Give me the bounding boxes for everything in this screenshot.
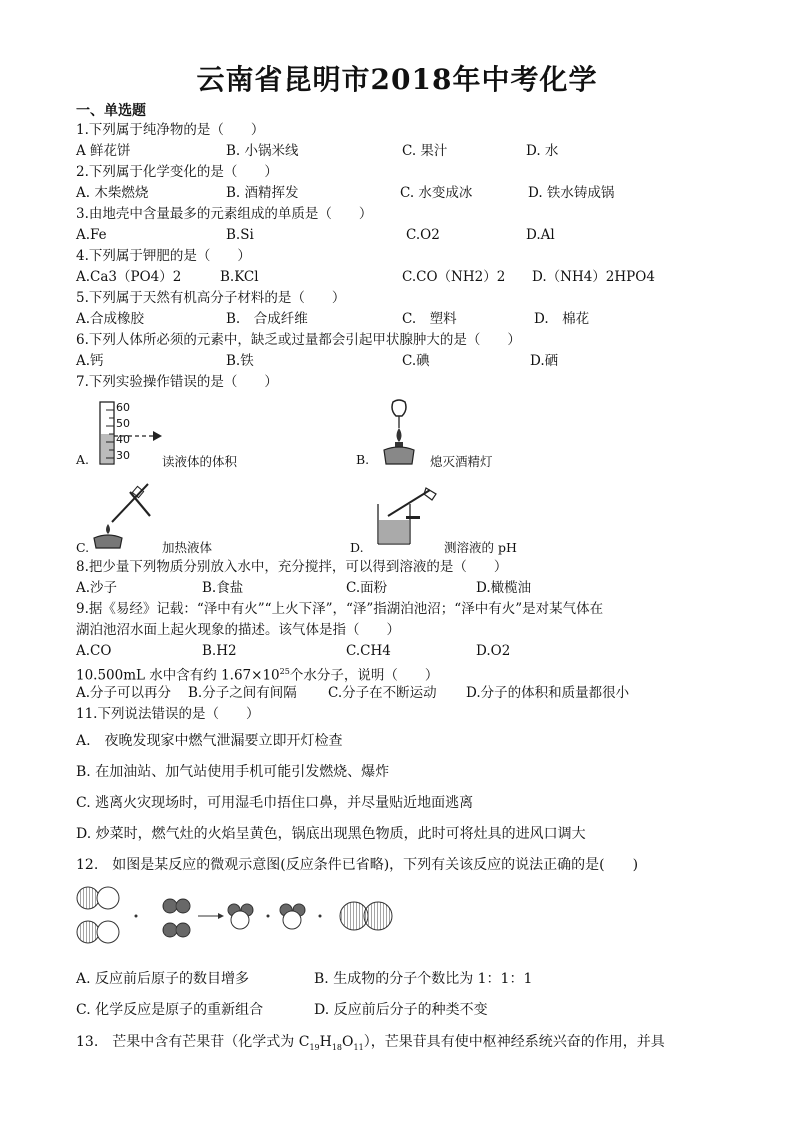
q1-option-d: D. 水 bbox=[526, 143, 559, 159]
question-4-stem: 4.下列属于钾肥的是（ ） bbox=[76, 248, 251, 264]
q5-option-d: D. 棉花 bbox=[534, 311, 590, 327]
cylinder-mark-50: 50 bbox=[116, 417, 130, 430]
section-heading: 一、单选题 bbox=[76, 103, 146, 119]
q6-option-d: D.硒 bbox=[530, 353, 559, 369]
figure-c-letter: C. bbox=[76, 540, 90, 555]
figure-a-caption: 读液体的体积 bbox=[162, 454, 238, 469]
figure-d-letter: D. bbox=[350, 540, 364, 555]
cylinder-mark-30: 30 bbox=[116, 449, 130, 462]
q1-option-c: C. 果汁 bbox=[402, 143, 448, 159]
question-1-stem: 1.下列属于纯净物的是（ ） bbox=[76, 122, 265, 138]
question-5-stem: 5.下列属于天然有机高分子材料的是（ ） bbox=[76, 290, 346, 306]
q13-sub-c: 19 bbox=[309, 1042, 320, 1052]
heating-liquid-figure bbox=[86, 480, 166, 550]
q2-option-c: C. 水变成冰 bbox=[400, 185, 473, 201]
q11-option-a: A. 夜晚发现家中燃气泄漏要立即开灯检查 bbox=[76, 733, 343, 749]
q10-stem-pre: 10.500mL 水中含有约 1.67×10 bbox=[76, 667, 280, 684]
q10-option-a: A.分子可以再分 bbox=[76, 685, 172, 701]
ph-test-figure bbox=[366, 486, 446, 548]
question-9-stem-line1: 9.据《易经》记载：“泽中有火”“上火下泽”，“泽”指湖泊池沼；“泽中有火”是对某气体在 bbox=[76, 601, 604, 617]
q12-option-c: C. 化学反应是原子的重新组合 bbox=[76, 1002, 264, 1018]
question-12-stem: 12. 如图是某反应的微观示意图(反应条件已省略)，下列有关该反应的说法正确的是( ) bbox=[76, 857, 639, 873]
q2-option-d: D. 铁水铸成锅 bbox=[528, 185, 615, 201]
figure-c-caption: 加热液体 bbox=[162, 540, 213, 555]
q10-option-c: C.分子在不断运动 bbox=[328, 685, 437, 701]
q8-option-a: A.沙子 bbox=[76, 580, 118, 596]
q1-option-b: B. 小锅米线 bbox=[226, 143, 299, 159]
q12-option-b: B. 生成物的分子个数比为 1：1：1 bbox=[314, 971, 533, 987]
q10-option-b: B.分子之间有间隔 bbox=[188, 685, 297, 701]
q12-option-a: A. 反应前后原子的数目增多 bbox=[76, 971, 250, 987]
question-2-stem: 2.下列属于化学变化的是（ ） bbox=[76, 164, 278, 180]
figure-a-letter: A. bbox=[76, 452, 90, 467]
cylinder-mark-60: 60 bbox=[116, 401, 130, 414]
q5-option-a: A.合成橡胶 bbox=[76, 311, 145, 327]
q6-option-b: B.铁 bbox=[226, 353, 254, 369]
page-title: 云南省昆明市2018年中考化学 bbox=[196, 63, 598, 96]
q8-option-d: D.橄榄油 bbox=[476, 580, 532, 596]
question-3-stem: 3.由地壳中含量最多的元素组成的单质是（ ） bbox=[76, 206, 373, 222]
q9-option-b: B.H2 bbox=[202, 643, 237, 659]
q9-option-a: A.CO bbox=[76, 643, 112, 659]
question-13-stem bbox=[76, 1033, 665, 1057]
q3-option-b: B.Si bbox=[226, 227, 254, 243]
question-8-stem: 8.把少量下列物质分别放入水中，充分搅拌，可以得到溶液的是（ ） bbox=[76, 559, 508, 575]
q8-option-b: B.食盐 bbox=[202, 580, 244, 596]
q9-option-c: C.CH4 bbox=[346, 643, 391, 659]
q10-exponent: 25 bbox=[279, 667, 290, 676]
q9-option-d: D.O2 bbox=[476, 643, 511, 659]
q6-option-a: A.钙 bbox=[76, 353, 104, 369]
q10-option-d: D.分子的体积和质量都很小 bbox=[466, 685, 630, 701]
cylinder-mark-40: 40 bbox=[116, 433, 130, 446]
q11-option-c: C. 逃离火灾现场时，可用湿毛巾捂住口鼻，并尽量贴近地面逃离 bbox=[76, 795, 474, 811]
q13-o: O bbox=[342, 1034, 354, 1050]
question-6-stem: 6.下列人体所必须的元素中，缺乏或过量都会引起甲状腺肿大的是（ ） bbox=[76, 332, 521, 348]
q11-option-b: B. 在加油站、加气站使用手机可能引发燃烧、爆炸 bbox=[76, 764, 390, 780]
q13-stem-post: ），芒果苷具有使中枢神经系统兴奋的作用，并具 bbox=[363, 1034, 665, 1050]
q11-option-d: D. 炒菜时，燃气灶的火焰呈黄色，锅底出现黑色物质，此时可将灶具的进风口调大 bbox=[76, 826, 586, 842]
q5-option-c: C. 塑料 bbox=[402, 311, 457, 327]
question-7-stem: 7.下列实验操作错误的是（ ） bbox=[76, 374, 278, 390]
figure-d-caption: 测溶液的 pH bbox=[444, 540, 517, 555]
q6-option-c: C.碘 bbox=[402, 353, 430, 369]
q3-option-c: C.O2 bbox=[406, 227, 440, 243]
q12-option-d: D. 反应前后分子的种类不变 bbox=[314, 1002, 488, 1018]
q13-sub-h: 18 bbox=[331, 1042, 343, 1052]
question-9-stem-line2: 湖泊池沼水面上起火现象的描述。该气体是指（ ） bbox=[76, 622, 400, 638]
q4-option-d: D.（NH4）2HPO4 bbox=[532, 269, 655, 285]
figure-b-caption: 熄灭酒精灯 bbox=[430, 454, 493, 469]
q2-option-a: A. 木柴燃烧 bbox=[76, 185, 149, 201]
q1-option-a: A 鲜花饼 bbox=[76, 143, 131, 159]
q3-option-d: D.Al bbox=[526, 227, 555, 243]
reaction-micro-diagram bbox=[74, 886, 404, 948]
graduated-cylinder-figure bbox=[92, 400, 172, 466]
q3-option-a: A.Fe bbox=[76, 227, 107, 243]
q8-option-c: C.面粉 bbox=[346, 580, 388, 596]
q4-option-b: B.KCl bbox=[220, 269, 259, 285]
q4-option-c: C.CO（NH2）2 bbox=[402, 269, 506, 285]
alcohol-lamp-figure bbox=[374, 398, 424, 468]
q10-stem-post: 个水分子，说明（ ） bbox=[289, 667, 439, 684]
question-10-stem bbox=[76, 663, 438, 685]
q5-option-b: B. 合成纤维 bbox=[226, 311, 308, 327]
q13-sub-o: 11 bbox=[353, 1042, 364, 1052]
q2-option-b: B. 酒精挥发 bbox=[226, 185, 299, 201]
question-11-stem: 11.下列说法错误的是（ ） bbox=[76, 706, 260, 722]
q4-option-a: A.Ca3（PO4）2 bbox=[76, 269, 182, 285]
figure-b-letter: B. bbox=[356, 452, 370, 467]
q13-h: H bbox=[319, 1034, 332, 1050]
q13-stem-pre: 13. 芒果中含有芒果苷（化学式为 C bbox=[76, 1034, 310, 1050]
